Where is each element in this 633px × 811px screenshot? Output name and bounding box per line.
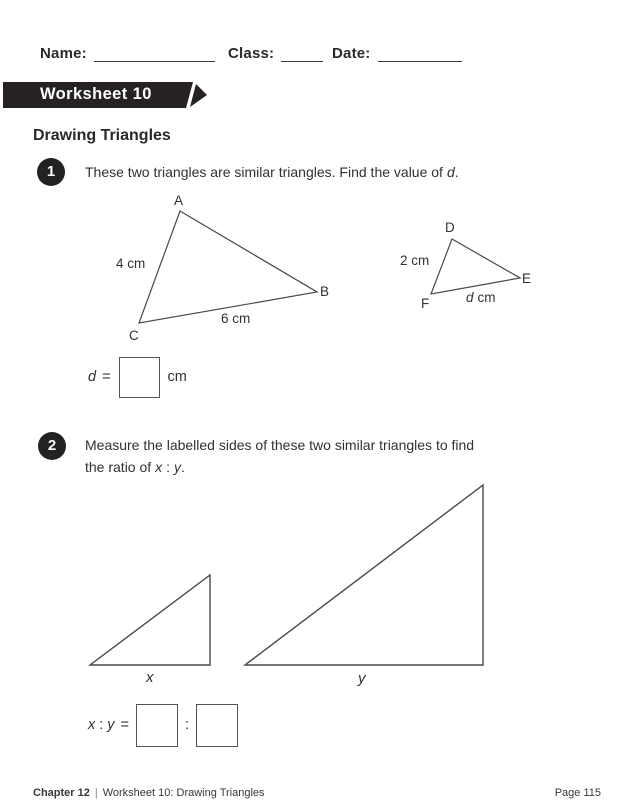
answer-1-equals: = <box>102 369 111 385</box>
question-2-ratio-colon: : <box>166 459 171 475</box>
question-2-prompt-line1: Measure the labelled sides of these two similar triangles to find <box>85 437 475 453</box>
worksheet-banner-title: Worksheet 10 <box>40 85 152 103</box>
vertex-label-a: A <box>174 193 184 208</box>
answer-2-lhs-colon: : <box>99 717 104 733</box>
question-1-variable: d <box>446 164 455 180</box>
answer-2-separator-colon: : <box>185 717 190 733</box>
footer-breadcrumb <box>33 787 265 799</box>
answer-2-box-1[interactable] <box>136 704 178 747</box>
section-title: Drawing Triangles <box>33 127 171 144</box>
question-2-period: . <box>181 459 185 475</box>
triangle-x <box>90 575 210 665</box>
question-1-prompt-text: These two triangles are similar triangles. Find the value of <box>85 164 443 180</box>
question-1-prompt <box>85 164 459 180</box>
answer-1-box[interactable] <box>119 357 160 398</box>
name-field <box>40 46 215 62</box>
answer-2-lhs <box>88 717 129 733</box>
vertex-label-f: F <box>421 296 430 311</box>
triangle-def <box>431 239 520 294</box>
side-label-fe-variable: d <box>466 290 474 305</box>
question-2-line2-text: the ratio of <box>85 459 152 475</box>
question-1-number-badge: 1 <box>37 158 65 186</box>
vertex-label-b: B <box>320 284 330 299</box>
triangle-x-label: x <box>146 669 154 686</box>
side-label-ac: 4 cm <box>116 256 146 271</box>
answer-1-row <box>88 356 187 398</box>
question-2-variable-x: x <box>155 459 163 475</box>
class-input-line[interactable] <box>281 46 323 62</box>
footer-page-number: Page 115 <box>554 787 601 799</box>
figure-1-similar-triangles <box>0 190 633 350</box>
answer-1-unit: cm <box>167 369 187 385</box>
footer-separator: | <box>94 787 98 799</box>
answer-1-variable: d <box>88 369 97 385</box>
date-label: Date: <box>332 45 371 62</box>
class-label: Class: <box>228 45 275 62</box>
date-input-line[interactable] <box>378 46 462 62</box>
question-2-number-badge: 2 <box>38 432 66 460</box>
name-label: Name: <box>40 45 87 62</box>
answer-2-box-2[interactable] <box>196 704 238 747</box>
side-label-fe-unit: cm <box>477 290 496 305</box>
answer-2-equals: = <box>120 717 129 733</box>
banner-arrow-tip-icon <box>190 84 207 107</box>
question-2-prompt <box>85 437 474 475</box>
footer-worksheet-title: Worksheet 10: Drawing Triangles <box>102 787 265 799</box>
question-2-variable-y: y <box>174 459 182 475</box>
date-field <box>332 46 462 62</box>
triangle-y <box>245 485 483 665</box>
vertex-label-e: E <box>522 271 532 286</box>
answer-1-lhs <box>88 369 111 385</box>
question-2-prompt-line2 <box>85 459 474 475</box>
side-label-df: 2 cm <box>400 253 430 268</box>
footer-chapter: Chapter 12 <box>33 787 90 799</box>
side-label-cb: 6 cm <box>221 311 251 326</box>
name-input-line[interactable] <box>94 46 215 62</box>
vertex-label-c: C <box>129 328 139 343</box>
side-label-fe <box>466 290 496 305</box>
class-field <box>228 46 323 62</box>
vertex-label-d: D <box>445 220 455 235</box>
question-1-period: . <box>454 164 459 180</box>
answer-2-variable-x: x <box>88 717 96 733</box>
answer-2-row <box>88 703 238 747</box>
answer-2-variable-y: y <box>107 717 115 733</box>
figure-2-similar-right-triangles <box>0 480 633 670</box>
triangle-abc <box>139 211 317 323</box>
triangle-y-label: y <box>358 670 366 687</box>
